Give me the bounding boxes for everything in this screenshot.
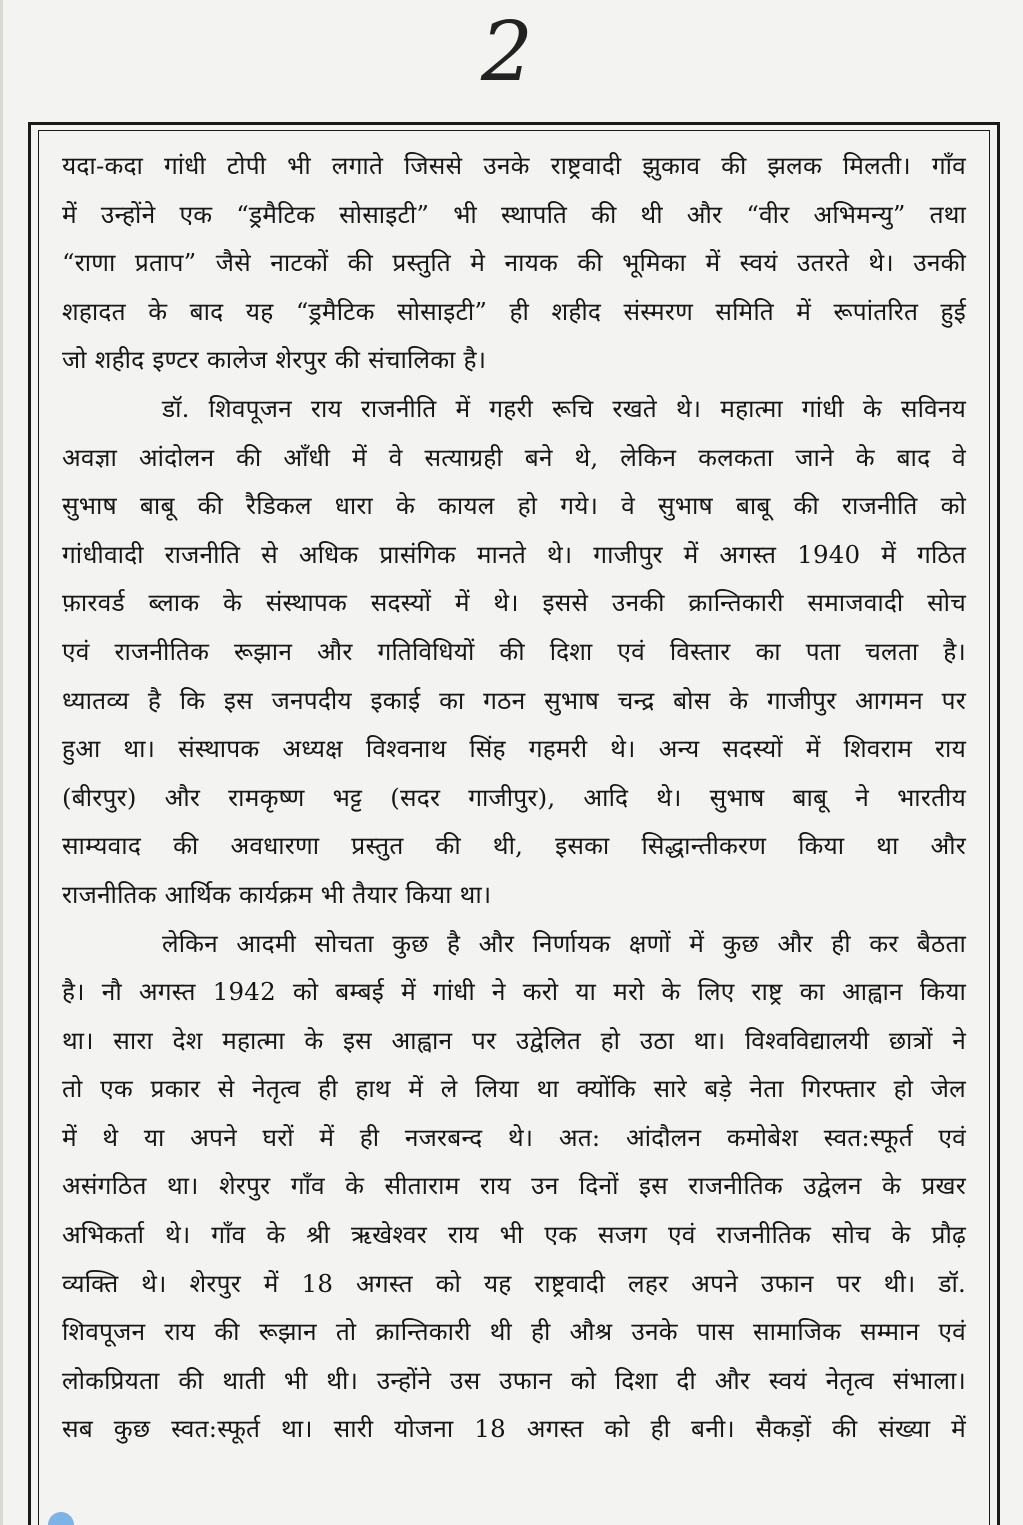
text-line: था। सारा देश महात्मा के इस आह्वान पर उद्वेलित हो उठा था। विश्वविद्यालयी छात्रों ने: [62, 1025, 966, 1055]
paragraph-start-line: लेकिन आदमी सोचता कुछ है और निर्णायक क्षणों में कुछ और ही कर बैठता: [162, 928, 966, 958]
text-line: में थे या अपने घरों में ही नजरबन्द थे। अत: आंदौलन कमोबेश स्वत:स्फूर्त एवं: [62, 1122, 966, 1152]
text-line: शिवपूजन राय की रूझान तो क्रान्तिकारी थी ही औश्र उनके पास सामाजिक सम्मान एवं: [62, 1317, 966, 1347]
text-line: एवं राजनीतिक रूझान और गतिविधियों की दिशा एवं विस्तार का पता चलता है।: [62, 636, 966, 666]
text-line: (बीरपुर) और रामकृष्ण भट्ट (सदर गाजीपुर), आदि थे। सुभाष बाबू ने भारतीय: [62, 782, 966, 812]
scan-edge: [0, 0, 3, 1525]
text-line: सब कुछ स्वत:स्फूर्त था। सारी योजना 18 अगस्त को ही बनी। सैकड़ों की संख्या में: [62, 1414, 966, 1444]
text-line: असंगठित था। शेरपुर गाँव के सीताराम राय उन दिनों इस राजनीतिक उद्वेलन के प्रखर: [62, 1171, 966, 1201]
text-line: अवज्ञा आंदोलन की आँधी में वे सत्याग्रही बने थे, लेकिन कलकता जाने के बाद वे: [62, 442, 966, 472]
body-text: [62, 142, 966, 1454]
text-line: साम्यवाद की अवधारणा प्रस्तुत की थी, इसका सिद्धान्तीकरण किया था और: [62, 831, 966, 861]
text-line: हुआ था। संस्थापक अध्यक्ष विश्वनाथ सिंह गहमरी थे। अन्य सदस्यों में शिवराम राय: [62, 734, 966, 764]
text-line: में उन्होंने एक “ड्रमैटिक सोसाइटी” भी स्थापति की थी और “वीर अभिमन्यु” तथा: [62, 199, 966, 229]
text-line: गांधीवादी राजनीति से अधिक प्रासंगिक मानते थे। गाजीपुर में अगस्त 1940 में गठित: [62, 539, 966, 569]
text-line: अभिकर्ता थे। गाँव के श्री ऋखेश्वर राय भी एक सजग एवं राजनीतिक सोच के प्रौढ़: [62, 1220, 966, 1250]
handwritten-page-number: 2: [480, 5, 534, 100]
text-line: है। नौ अगस्त 1942 को बम्बई में गांधी ने करो या मरो के लिए राष्ट्र का आह्वान किया: [62, 977, 966, 1007]
text-line: लोकप्रियता की थाती भी थी। उन्होंने उस उफान को दिशा दी और स्वयं नेतृत्व संभाला।: [62, 1365, 966, 1395]
text-line: सुभाष बाबू की रैडिकल धारा के कायल हो गये। वे सुभाष बाबू की राजनीति को: [62, 491, 966, 521]
text-line: राजनीतिक आर्थिक कार्यक्रम भी तैयार किया था।: [62, 879, 492, 909]
text-line: व्यक्ति थे। शेरपुर में 18 अगस्त को यह राष्ट्रवादी लहर अपने उफान पर थी। डॉ.: [62, 1268, 966, 1298]
text-line: “राणा प्रताप” जैसे नाटकों की प्रस्तुति मे नायक की भूमिका में स्वयं उतरते थे। उनकी: [62, 248, 966, 278]
text-line: यदा-कदा गांधी टोपी भी लगाते जिससे उनके राष्ट्रवादी झुकाव की झलक मिलती। गाँव: [62, 151, 966, 180]
text-line: शहादत के बाद यह “ड्रमैटिक सोसाइटी” ही शहीद संस्मरण समिति में रूपांतरित हुई: [62, 296, 966, 326]
text-line: जो शहीद इण्टर कालेज शेरपुर की संचालिका है।: [62, 345, 487, 375]
text-line: फ़ारवर्ड ब्लाक के संस्थापक सदस्यों में थे। इससे उनकी क्रान्तिकारी समाजवादी सोच: [62, 588, 966, 618]
paragraph-start-line: डॉ. शिवपूजन राय राजनीति में गहरी रूचि रखते थे। महात्मा गांधी के सविनय: [162, 393, 966, 423]
text-line: ध्यातव्य है कि इस जनपदीय इकाई का गठन सुभाष चन्द्र बोस के गाजीपुर आगमन पर: [62, 685, 966, 715]
text-line: तो एक प्रकार से नेतृत्व ही हाथ में ले लिया था क्योंकि सारे बड़े नेता गिरफ्तार हो जेल: [62, 1074, 966, 1104]
